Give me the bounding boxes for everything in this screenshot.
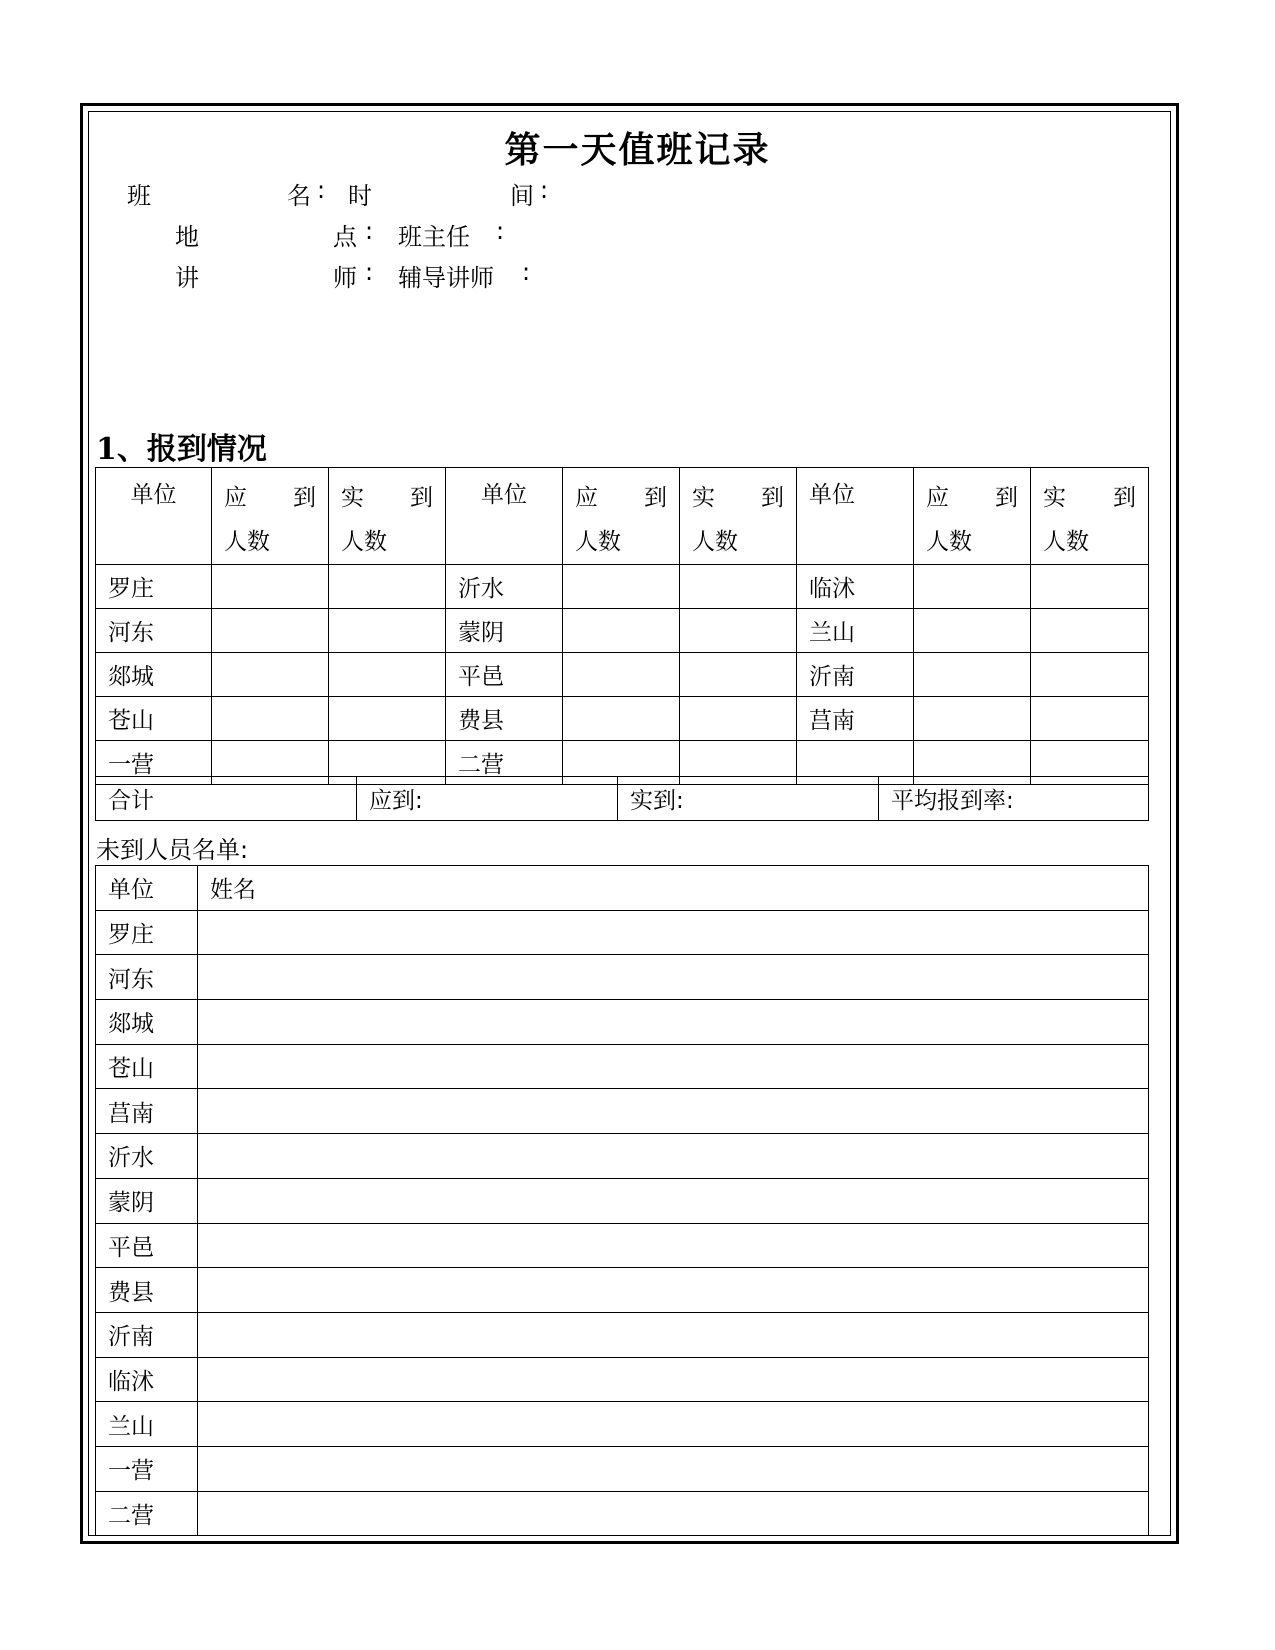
unit-cell: 沂水	[446, 565, 563, 609]
table-row	[96, 609, 1149, 653]
total-label: 合计	[96, 777, 357, 821]
header-unit: 单位	[797, 468, 914, 565]
absent-list-label: 未到人员名单:	[96, 836, 249, 864]
expected-cell[interactable]	[563, 565, 680, 609]
unit-cell: 费县	[96, 1268, 198, 1313]
unit-cell: 河东	[96, 955, 198, 1000]
totals-row	[96, 777, 1149, 821]
unit-cell: 莒南	[96, 1089, 198, 1134]
name-cell[interactable]	[198, 1178, 1149, 1223]
place-label-2: 点	[333, 223, 357, 251]
lecturer-label: 讲	[175, 264, 199, 292]
attendance-header-row	[96, 468, 1149, 565]
table-row	[96, 1357, 1149, 1402]
table-row	[96, 910, 1149, 955]
class-label: 班	[127, 182, 151, 210]
actual-cell[interactable]	[329, 565, 446, 609]
table-row	[96, 1312, 1149, 1357]
expected-cell[interactable]	[212, 565, 329, 609]
actual-cell[interactable]	[1031, 609, 1149, 653]
expected-cell[interactable]	[914, 565, 1031, 609]
average-rate[interactable]: 平均报到率:	[879, 777, 1149, 821]
header-unit: 单位	[446, 468, 563, 565]
actual-cell[interactable]	[1031, 697, 1149, 741]
absent-table	[95, 865, 1149, 1536]
unit-cell: 兰山	[797, 609, 914, 653]
name-cell[interactable]	[198, 910, 1149, 955]
name-cell[interactable]	[198, 1000, 1149, 1045]
actual-cell[interactable]	[1031, 653, 1149, 697]
unit-cell: 苍山	[96, 1044, 198, 1089]
total-expected[interactable]: 应到:	[357, 777, 618, 821]
colon: :	[540, 176, 549, 204]
unit-cell: 沂水	[96, 1134, 198, 1179]
actual-cell[interactable]	[680, 653, 797, 697]
expected-cell[interactable]	[563, 697, 680, 741]
name-cell[interactable]	[198, 1446, 1149, 1491]
actual-cell[interactable]	[680, 609, 797, 653]
header-name: 姓名	[198, 866, 1149, 911]
name-cell[interactable]	[198, 1089, 1149, 1134]
unit-cell: 河东	[96, 609, 212, 653]
actual-cell[interactable]	[680, 697, 797, 741]
unit-cell: 一营	[96, 741, 212, 785]
unit-cell: 二营	[96, 1491, 198, 1536]
actual-cell[interactable]	[329, 697, 446, 741]
name-cell[interactable]	[198, 1268, 1149, 1313]
unit-cell: 平邑	[446, 653, 563, 697]
place-label: 地	[175, 223, 199, 251]
header-expected: 应 到 人数	[914, 468, 1031, 565]
table-row	[96, 1089, 1149, 1134]
name-cell[interactable]	[198, 1223, 1149, 1268]
expected-cell[interactable]	[914, 609, 1031, 653]
unit-cell: 郯城	[96, 653, 212, 697]
unit-cell: 罗庄	[96, 565, 212, 609]
header-unit: 单位	[96, 468, 212, 565]
name-cell[interactable]	[198, 955, 1149, 1000]
table-row	[96, 1223, 1149, 1268]
expected-cell[interactable]	[914, 697, 1031, 741]
expected-cell[interactable]	[212, 653, 329, 697]
unit-cell: 罗庄	[96, 910, 198, 955]
actual-cell[interactable]	[329, 609, 446, 653]
table-row	[96, 697, 1149, 741]
colon: :	[365, 217, 374, 245]
unit-cell: 沂南	[797, 653, 914, 697]
totals-table	[95, 776, 1149, 821]
table-row	[96, 955, 1149, 1000]
total-actual[interactable]: 实到:	[618, 777, 879, 821]
table-row	[96, 1134, 1149, 1179]
unit-cell: 临沭	[797, 565, 914, 609]
tutor-label: 辅导讲师	[398, 264, 494, 292]
unit-cell: 沂南	[96, 1312, 198, 1357]
head-teacher-label: 班主任	[398, 223, 470, 251]
header-unit: 单位	[96, 866, 198, 911]
header-actual: 实 到 人数	[1031, 468, 1149, 565]
actual-cell[interactable]	[1031, 565, 1149, 609]
expected-cell[interactable]	[212, 609, 329, 653]
expected-cell[interactable]	[212, 697, 329, 741]
expected-cell[interactable]	[914, 653, 1031, 697]
unit-cell: 临沭	[96, 1357, 198, 1402]
unit-cell: 苍山	[96, 697, 212, 741]
table-row	[96, 1000, 1149, 1045]
header-expected: 应 到 人数	[212, 468, 329, 565]
name-cell[interactable]	[198, 1402, 1149, 1447]
colon: :	[317, 176, 326, 204]
time-label: 时	[348, 182, 372, 210]
name-cell[interactable]	[198, 1134, 1149, 1179]
table-row	[96, 1402, 1149, 1447]
unit-cell: 兰山	[96, 1402, 198, 1447]
class-label-2: 名	[287, 182, 311, 210]
expected-cell[interactable]	[563, 653, 680, 697]
absent-header-row	[96, 866, 1149, 911]
unit-cell: 蒙阴	[446, 609, 563, 653]
table-row	[96, 1044, 1149, 1089]
header-actual: 实 到 人数	[680, 468, 797, 565]
actual-cell[interactable]	[329, 653, 446, 697]
table-row	[96, 1178, 1149, 1223]
colon: :	[496, 217, 505, 245]
colon: :	[522, 258, 531, 286]
expected-cell[interactable]	[563, 609, 680, 653]
attendance-table	[95, 467, 1149, 785]
name-cell[interactable]	[198, 1491, 1149, 1536]
table-row	[96, 1446, 1149, 1491]
table-row	[96, 1491, 1149, 1536]
name-cell[interactable]	[198, 1312, 1149, 1357]
name-cell[interactable]	[198, 1044, 1149, 1089]
name-cell[interactable]	[198, 1357, 1149, 1402]
table-row	[96, 1268, 1149, 1313]
unit-cell: 二营	[446, 741, 563, 785]
actual-cell[interactable]	[680, 565, 797, 609]
colon: :	[365, 258, 374, 286]
time-label-2: 间	[510, 182, 534, 210]
lecturer-label-2: 师	[333, 264, 357, 292]
page-title: 第一天值班记录	[504, 129, 771, 171]
unit-cell: 一营	[96, 1446, 198, 1491]
unit-cell: 费县	[446, 697, 563, 741]
header-expected: 应 到 人数	[563, 468, 680, 565]
unit-cell: 郯城	[96, 1000, 198, 1045]
unit-cell: 蒙阴	[96, 1178, 198, 1223]
section-heading: 1、报到情况	[96, 432, 267, 467]
header-actual: 实 到 人数	[329, 468, 446, 565]
table-row	[96, 653, 1149, 697]
unit-cell: 平邑	[96, 1223, 198, 1268]
table-row	[96, 565, 1149, 609]
unit-cell: 莒南	[797, 697, 914, 741]
